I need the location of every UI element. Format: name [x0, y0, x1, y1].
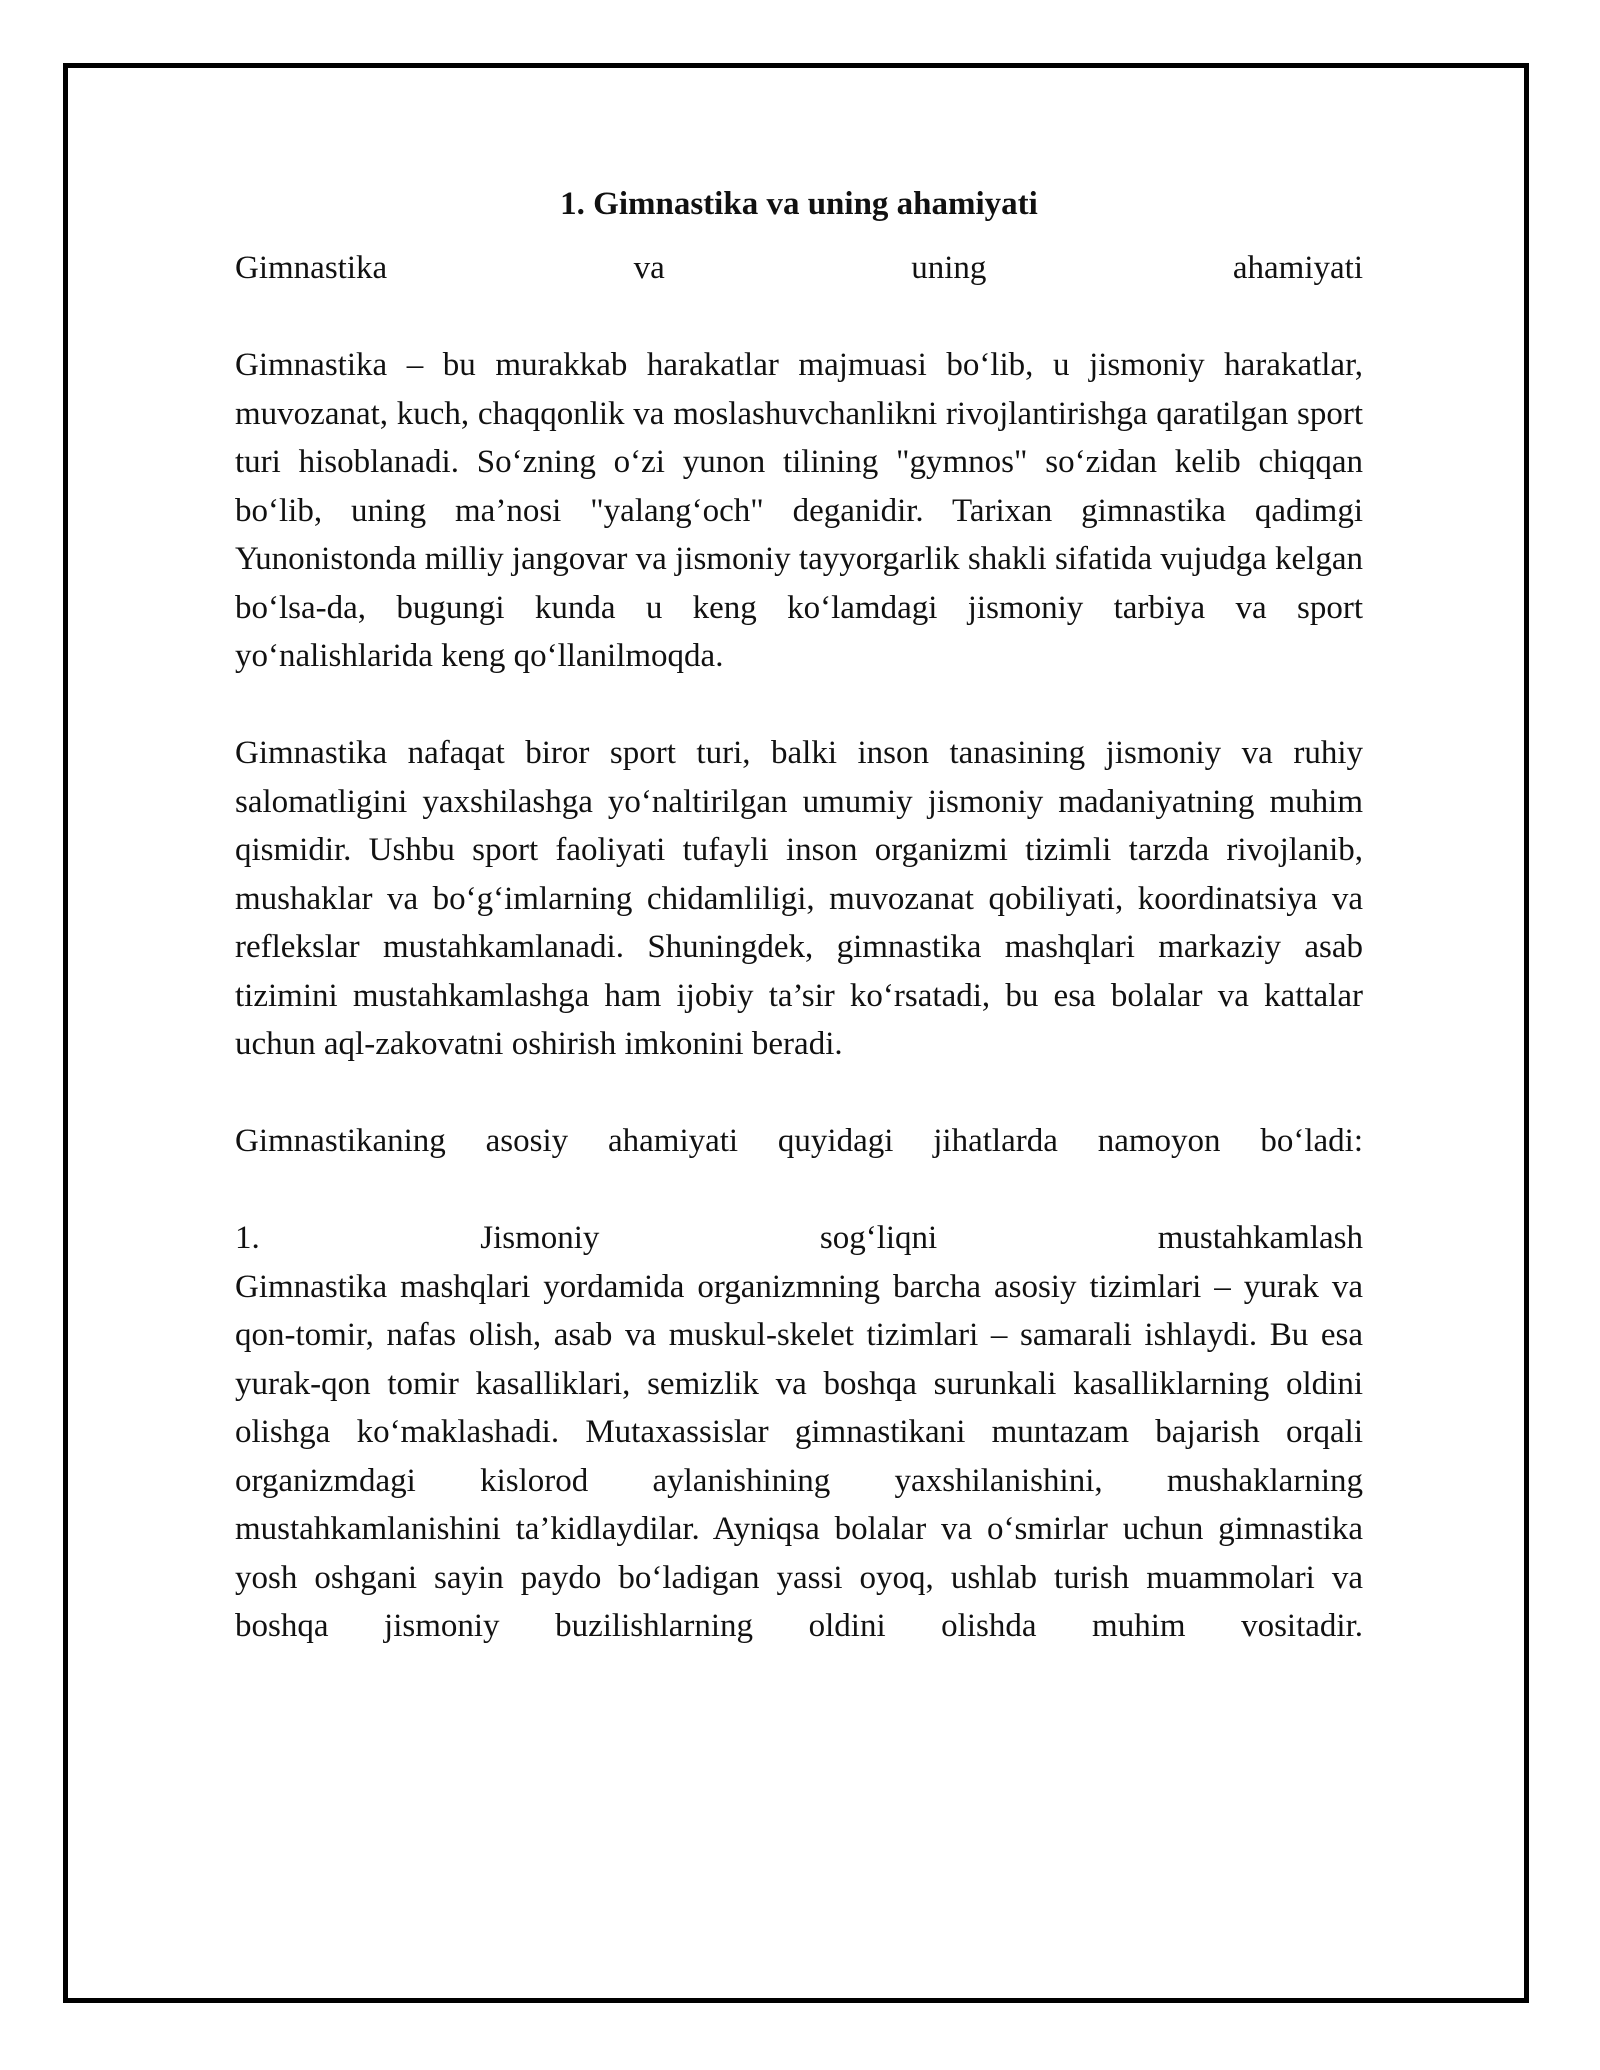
document-title: 1. Gimnastika va uning ahamiyati: [560, 186, 1038, 222]
intro-line: Gimnastikaning asosiy ahamiyati quyidagi jihatlarda namoyon bo‘ladi:: [235, 1123, 1363, 1159]
blank-line: [235, 293, 1363, 342]
blank-line: [235, 1166, 1363, 1215]
section-1-text: Gimnastika mashqlari yordamida organizmning barcha asosiy tizimlari – yurak va qon-tomir, nafas olish, asab va muskul-skelet tizimlari – samarali ishlaydi. Bu esa yurak-qon tomir kasalliklari, semizlik va boshqa surunkali kasalliklarning oldini olishga ko‘maklashadi. Mutaxassislar gimnastikani muntazam bajarish orqali organizmdagi kislorod aylanishining yaxshilanishini, mushaklarning mustahkamlanishini ta’kidlaydilar. Ayniqsa bolalar va o‘smirlar uchun gimnastika yosh oshgani sayin paydo bo‘ladigan yassi oyoq, ushlab turish muammolari va boshqa jismoniy buzilishlarning oldini olishda muhim vositadir.: [235, 1268, 1363, 1644]
paragraph-2: Gimnastika nafaqat biror sport turi, balki inson tanasining jismoniy va ruhiy salomatligini yaxshilashga yo‘naltirilgan umumiy jismoniy madaniyatning muhim qismidir. Ushbu sport faoliyati tufayli inson organizmi tizimli tarzda rivojlanib, mushaklar va bo‘g‘imlarning chidamliligi, muvozanat qobiliyati, koordinatsiya va reflekslar mustahkamlanadi. Shuningdek, gimnastika mashqlari markaziy asab tizimini mustahkamlashga ham ijobiy ta’sir ko‘rsatadi, bu esa bolalar va kattalar uchun aql-zakovatni oshirish imkonini beradi.: [235, 735, 1363, 1062]
section-1-heading: 1. Jismoniy sog‘liqni mustahkamlash: [235, 1220, 1363, 1256]
blank-line: [235, 681, 1363, 730]
blank-line: [235, 1069, 1363, 1118]
subtitle-line: Gimnastika va uning ahamiyati: [235, 250, 1363, 286]
paragraph-1: Gimnastika – bu murakkab harakatlar majmuasi bo‘lib, u jismoniy harakatlar, muvozanat, kuch, chaqqonlik va moslashuvchanlikni rivojlantirishga qaratilgan sport turi hisoblanadi. So‘zning o‘zi yunon tilining "gymnos" so‘zidan kelib chiqqan bo‘lib, uning ma’nosi "yalang‘och" deganidir. Tarixan gimnastika qadimgi Yunonistonda milliy jangovar va jismoniy tayyorgarlik shakli sifatida vujudga kelgan bo‘lsa-da, bugungi kunda u keng ko‘lamdagi jismoniy tarbiya va sport yo‘nalishlarida keng qo‘llanilmoqda.: [235, 347, 1363, 674]
document-body: [235, 180, 1363, 1651]
